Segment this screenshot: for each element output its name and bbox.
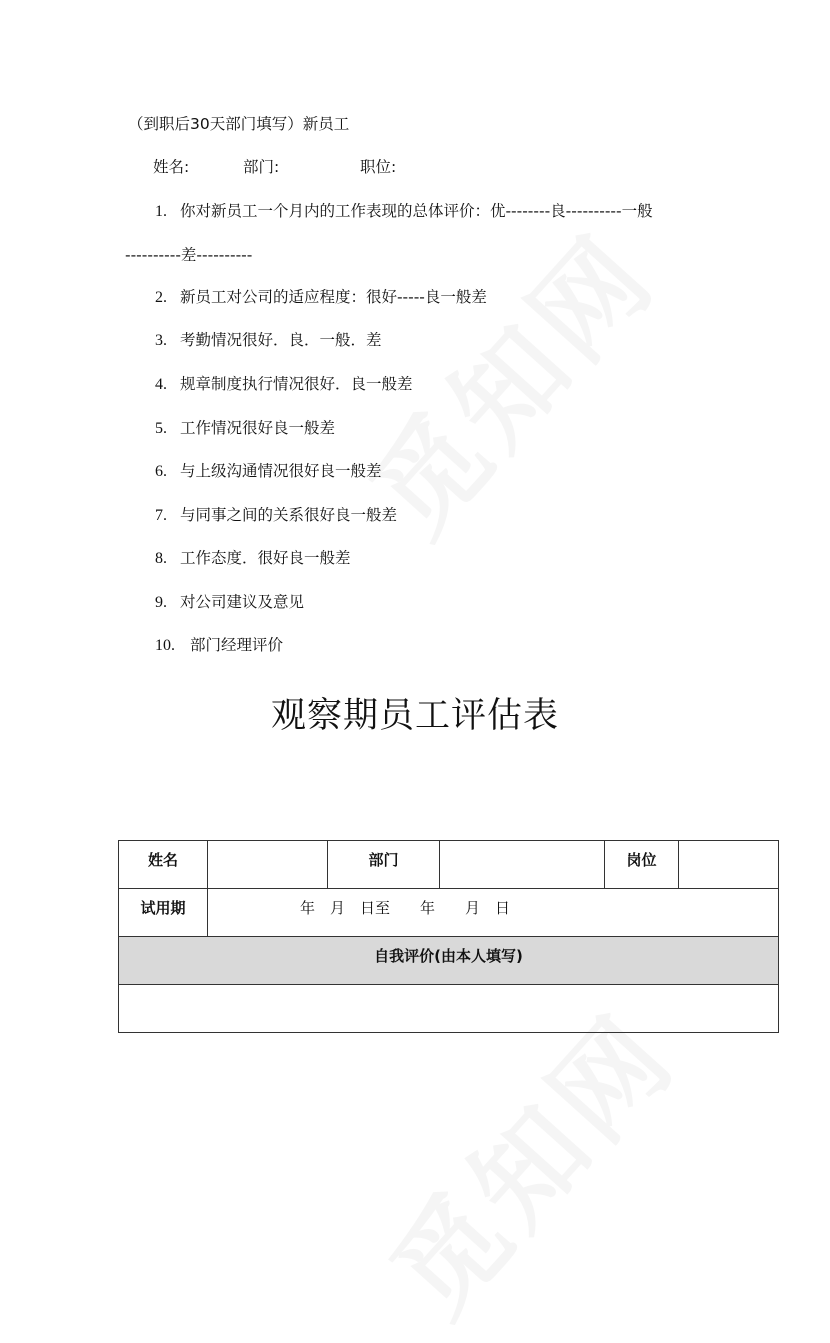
evaluation-table (118, 840, 779, 1033)
item-number: 4. (155, 376, 167, 393)
list-item (155, 330, 381, 351)
item-text: 工作态度．很好良一般差 (179, 549, 351, 567)
intro-line: （到职后30天部门填写）新员工 (128, 115, 350, 133)
list-item (155, 505, 397, 526)
list-item (155, 201, 653, 222)
list-item (155, 418, 335, 439)
probation-label-cell: 试用期 (119, 889, 208, 937)
self-eval-header: 自我评价(由本人填写) (119, 937, 779, 985)
self-eval-input-cell[interactable] (119, 985, 779, 1033)
item-text: 规章制度执行情况很好．良一般差 (179, 375, 413, 393)
item-text: 工作情况很好良一般差 (179, 419, 335, 437)
department-field-label: 部门: (243, 158, 280, 176)
form-title: 观察期员工评估表 (270, 696, 559, 736)
item-number: 7. (155, 507, 167, 524)
table-row (119, 889, 779, 937)
item-number: 8. (155, 550, 167, 567)
table-row (119, 841, 779, 889)
item-text: 你对新员工一个月内的工作表现的总体评价：优--------良----------一般 (179, 202, 653, 220)
item-text: 与同事之间的关系很好良一般差 (179, 506, 397, 524)
probation-date-cell[interactable]: 年 月 日至 年 月 日 (208, 889, 779, 937)
item-continuation: ----------差---------- (125, 246, 253, 264)
position-field-label: 职位: (360, 158, 397, 176)
item-number: 1. (155, 203, 167, 220)
department-input-cell[interactable] (440, 841, 605, 889)
item-number: 9. (155, 594, 167, 611)
list-item (155, 461, 381, 482)
list-item (155, 635, 283, 656)
position-input-cell[interactable] (679, 841, 779, 889)
list-item (155, 374, 412, 395)
list-item (155, 287, 487, 308)
table-row (119, 985, 779, 1033)
list-item (155, 548, 350, 569)
item-text: 对公司建议及意见 (179, 593, 304, 611)
table-row (119, 937, 779, 985)
name-label-cell: 姓名 (119, 841, 208, 889)
name-input-cell[interactable] (208, 841, 328, 889)
item-text: 部门经理评价 (189, 636, 283, 654)
item-text: 与上级沟通情况很好良一般差 (179, 462, 382, 480)
item-number: 5. (155, 420, 167, 437)
department-label-cell: 部门 (328, 841, 440, 889)
item-number: 2. (155, 289, 167, 306)
item-number: 3. (155, 332, 167, 349)
item-text: 新员工对公司的适应程度：很好-----良一般差 (179, 288, 487, 306)
item-number: 6. (155, 463, 167, 480)
list-item (155, 592, 304, 613)
item-text: 考勤情况很好．良．一般．差 (179, 331, 382, 349)
position-label-cell: 岗位 (605, 841, 679, 889)
item-number: 10. (155, 637, 175, 654)
name-field-label: 姓名: (153, 158, 190, 176)
